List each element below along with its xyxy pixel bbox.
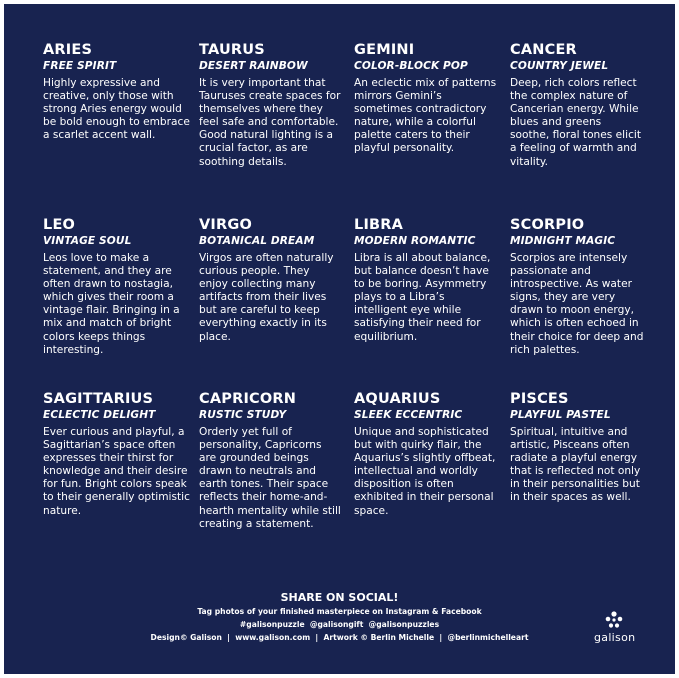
- sign-description: Orderly yet full of personality, Capricorns are grounded beings drawn to neutrals and earth tones. Their space reflects their home-and-hearth mentality while still creating a statement.: [199, 426, 341, 530]
- sign-name: SAGITTARIUS: [43, 391, 154, 407]
- sign-name: LEO: [43, 217, 76, 233]
- sign-subtitle: COLOR-BLOCK POP: [354, 60, 468, 72]
- sign-description: It is very important that Tauruses create spaces for themselves where they feel safe and comfortable. Good natural lighting is a crucial factor, as are soothing details.: [199, 77, 341, 168]
- sign-name: ARIES: [43, 42, 93, 58]
- share-heading: SHARE ON SOCIAL!: [280, 591, 399, 604]
- sign-description: Leos love to make a statement, and they are often drawn to nostagia, which gives their room a vintage flair. Bringing in a mix and match of bright colors keeps things interesting.: [43, 252, 180, 356]
- sign-name: VIRGO: [199, 217, 253, 233]
- sign-name: GEMINI: [354, 42, 415, 58]
- sign-subtitle: COUNTRY JEWEL: [510, 60, 609, 72]
- sign-description: Spiritual, intuitive and artistic, Pisceans often radiate a playful energy that is reflected not only in their personalities but in their spaces as well.: [510, 426, 641, 504]
- sign-name: CANCER: [510, 42, 577, 58]
- sign-scorpio: [510, 217, 650, 357]
- logo-text: galison: [594, 631, 636, 644]
- sign-description: Unique and sophisticated but with quirky flair, the Aquarius’s slightly offbeat, intellectual and worldly disposition is often exhibited in their personal space.: [354, 426, 496, 517]
- sign-subtitle: FREE SPIRIT: [43, 60, 117, 72]
- sign-name: AQUARIUS: [354, 391, 441, 407]
- sign-subtitle: MIDNIGHT MAGIC: [510, 235, 616, 247]
- sign-sagittarius: [43, 391, 193, 518]
- sign-name: PISCES: [510, 391, 569, 407]
- galison-dots-logo-icon: [603, 610, 625, 632]
- sign-name: CAPRICORN: [199, 391, 297, 407]
- sign-subtitle: BOTANICAL DREAM: [199, 235, 315, 247]
- sign-name: SCORPIO: [510, 217, 585, 233]
- sign-description: Deep, rich colors reflect the complex nature of Cancerian energy. While blues and greens soothe, floral tones elicit a feeling of warmth and vitality.: [510, 77, 641, 168]
- sign-cancer: [510, 42, 642, 169]
- galison-logo: [594, 610, 634, 644]
- sign-description: Libra is all about balance, but balance doesn’t have to be boring. Asymmetry plays to a Libra’s intelligent eye while satisfying their need for equilibrium.: [354, 252, 491, 343]
- sign-pisces: [510, 391, 642, 505]
- hashtags: #galisonpuzzle @galisongift @galisonpuzzles: [239, 620, 440, 629]
- sign-subtitle: PLAYFUL PASTEL: [510, 409, 611, 421]
- sign-subtitle: DESERT RAINBOW: [199, 60, 308, 72]
- sign-aries: [43, 42, 193, 142]
- sign-subtitle: MODERN ROMANTIC: [354, 235, 476, 247]
- sign-leo: [43, 217, 193, 357]
- sign-gemini: [354, 42, 499, 156]
- sign-taurus: [199, 42, 341, 169]
- sign-subtitle: ECLECTIC DELIGHT: [43, 409, 156, 421]
- sign-libra: [354, 217, 499, 344]
- sign-capricorn: [199, 391, 341, 531]
- footer: [4, 590, 675, 644]
- sign-description: An eclectic mix of patterns mirrors Gemini’s sometimes contradictory nature, while a colorful palette caters to their playful personality.: [354, 77, 497, 155]
- sign-description: Scorpios are intensely passionate and introspective. As water signs, they are very drawn to moon energy, which is often echoed in their choice for deep and rich palettes.: [510, 252, 644, 356]
- sign-subtitle: RUSTIC STUDY: [199, 409, 287, 421]
- zodiac-grid: [4, 4, 675, 584]
- sign-description: Ever curious and playful, a Sagittarian’s space often expresses their thirst for knowledge and their desire for fun. Bright colors speak to their generally optimistic nature.: [43, 426, 190, 517]
- sign-description: Highly expressive and creative, only those with strong Aries energy would be bold enough to embrace a scarlet accent wall.: [43, 77, 190, 142]
- sign-name: TAURUS: [199, 42, 265, 58]
- sign-subtitle: VINTAGE SOUL: [43, 235, 132, 247]
- sign-virgo: [199, 217, 341, 344]
- sign-aquarius: [354, 391, 496, 518]
- tag-line: Tag photos of your finished masterpiece on Instagram & Facebook: [197, 607, 482, 616]
- sign-description: Virgos are often naturally curious people. They enjoy collecting many artifacts from their lives but are careful to keep everything exactly in its place.: [199, 252, 334, 343]
- credits: Design© Galison | www.galison.com | Artwork © Berlin Michelle | @berlinmichelleart: [150, 633, 529, 642]
- sign-name: LIBRA: [354, 217, 404, 233]
- puzzle-back-panel: [4, 4, 675, 674]
- sign-subtitle: SLEEK ECCENTRIC: [354, 409, 463, 421]
